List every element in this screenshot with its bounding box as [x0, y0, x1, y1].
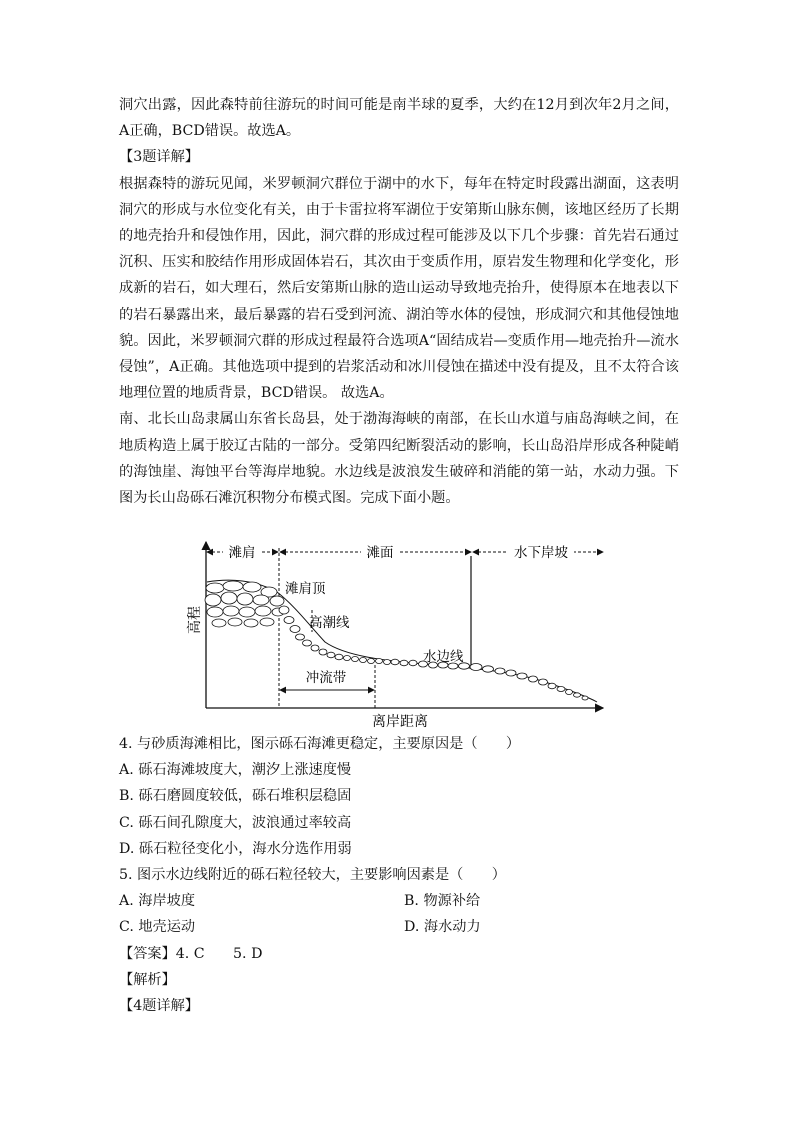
zone-label-face: 滩面	[366, 545, 394, 561]
berm-crest-label: 滩肩顶	[285, 581, 326, 597]
q4-option-b: B. 砾石磨圆度较低，砾石堆积层稳固	[119, 788, 352, 805]
answer-line: 【答案】4. C 5. D	[119, 945, 263, 962]
swash-label: 冲流带	[305, 670, 347, 686]
waterline-label: 水边线	[423, 649, 464, 665]
beach-profile-figure	[185, 530, 615, 730]
q5-option-d: D. 海水动力	[404, 919, 481, 936]
q4-stem: 4. 与砂质海滩相比，图示砾石海滩更稳定，主要原因是（ ）	[119, 736, 521, 752]
high-tide-label: 高潮线	[309, 615, 350, 631]
pebbles	[205, 581, 588, 700]
q5-option-a: A. 海岸坡度	[119, 893, 196, 910]
intro-paragraph: 南、北长山岛隶属山东省长岛县，处于渤海海峡的南部，在长山水道与庙岛海峡之间，在地质构造上属于胶辽古陆的一部分。受第四纪断裂活动的影响，长山岛沿岸形成各种陡峭的海蚀崖、海蚀平台等海岸地貌。水边线是波浪发生破碎和消能的第一站，水动力强。下图为长山岛砾石滩沉积物分布模式图。完成下面小题。	[119, 411, 679, 507]
q4-option-c: C. 砾石间孔隙度大，波浪通过率较高	[119, 814, 352, 831]
section3-heading: 【3题详解】	[119, 149, 199, 166]
top-paragraph-block	[119, 92, 679, 511]
q4-option-d: D. 砾石粒径变化小，海水分选作用弱	[119, 840, 352, 857]
analysis-heading: 【解析】	[119, 971, 176, 988]
section3-explanation: 根据森特的游玩见闻，米罗顿洞穴群位于湖中的水下，每年在特定时段露出湖面，这表明洞穴的形成与水位变化有关，由于卡雷拉将军湖位于安第斯山脉东侧，该地区经历了长期的地壳抬升和侵蚀作用，因此，洞穴群的形成过程可能涉及以下几个步骤：首先岩石通过沉积、压实和胶结作用形成固体岩石，其次由于变质作用，原岩发生物理和化学变化，形成新的岩石，如大理石，然后安第斯山脉的造山运动导致地壳抬升，使得原本在地表以下的岩石暴露出来，最后暴露的岩石受到河流、湖泊等水体的侵蚀，形成洞穴和其他侵蚀地貌。因此，米罗顿洞穴群的形成过程最符合选项A“固结成岩—变质作用—地壳抬升—流水侵蚀”，A正确。其他选项中提到的岩浆活动和冰川侵蚀在描述中没有提及，且不太符合该地理位置的地质背景，BCD错误。 故选A。	[119, 175, 679, 402]
q5-option-b: B. 物源补给	[404, 893, 481, 910]
questions-block	[119, 731, 679, 1019]
top-paragraph: 洞穴出露，因此森特前往游玩的时间可能是南半球的夏季，大约在12月到次年2月之间，A正确，BCD错误。故选A。	[119, 97, 679, 140]
q4-option-a: A. 砾石海滩坡度大，潮汐上涨速度慢	[119, 762, 352, 779]
q5-options-row-2	[119, 914, 679, 940]
q5-options-row-1	[119, 888, 679, 914]
zone-label-berm: 滩肩	[228, 545, 256, 561]
x-axis-label: 离岸距离	[372, 714, 428, 730]
y-axis-label: 高程	[187, 606, 203, 634]
q5-stem: 5. 图示水边线附近的砾石粒径较大，主要影响因素是（ ）	[119, 867, 506, 884]
zone-label-nearshore: 水下岸坡	[514, 545, 568, 561]
q5-option-c: C. 地壳运动	[119, 919, 196, 936]
section4-heading: 【4题详解】	[119, 998, 199, 1015]
